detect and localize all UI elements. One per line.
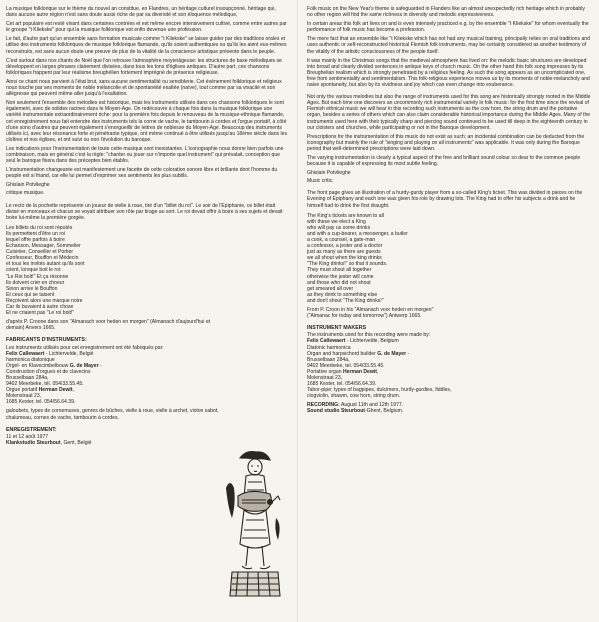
fr-credits-title: FABRICANTS D'INSTRUMENTS: bbox=[6, 337, 87, 344]
french-column bbox=[6, 6, 288, 446]
fr-maker3-details: , Molenstraat 23, 1685 Kester, tel. 054/56.64.39. bbox=[6, 387, 76, 406]
fr-recording-studio: Klankstudio Steurbout bbox=[6, 439, 61, 446]
en-instrument-list: Tabor-pipe; types of bagpipes, dulcimers, hurdy-gurdies, fiddles, clogviolin, shawm, cow horn, string drum. bbox=[307, 387, 452, 400]
en-credits-intro: The instruments used for this recording were made by: bbox=[307, 332, 431, 339]
page-fold bbox=[297, 0, 298, 622]
hurdy-gurdy-player-icon bbox=[226, 448, 284, 598]
en-paragraph-2: In certain areas this folk art lives on and is even intensely practiced e.g. by the ensemble "t Kliekske" for whom eventually the performance of folk music has become a profession. bbox=[307, 21, 589, 34]
fr-maker1-name: Felix Callewaert bbox=[6, 350, 45, 357]
en-cover-description: The front page gives an illustration of a hurdy-gurdy player from a so-called King's ticket. This was divided in pieces on the Evening of Epiphany and each one was given his role by drawing lots. The King had to offer his subjects a drink and he himself had to drink the first draught. bbox=[307, 190, 583, 209]
en-maker2-name: G. de Mayer bbox=[377, 350, 407, 357]
en-paragraph-6: Prescriptions for the instrumentation of this music do not exist as such; an incidental combination can be deducted from the iconography but mainly the rule of "singing and playing on all instruments" was applicable. It was only during the Baroque period that well-determined prescriptions were laid down. bbox=[307, 133, 585, 152]
fr-instrument-list: galoubets, types de cornemuses, genres de bûches, vielle à roue, vielle à archet, violon sabot, chalumeau, cornes de vache, tambourin à cordes. bbox=[6, 408, 219, 421]
fr-signature-title: critique musique. bbox=[6, 190, 45, 197]
en-maker1-details: - Lichtervelde, Belgium Diatonic harmonica bbox=[307, 338, 399, 351]
en-paragraph-3: The mere fact that an ensemble like "t Kliekske which has not had any musical training, principally relies on oral traditions and uses authentic or self-reconstructed historical Flemish folk instruments, may be certainly considered as another testimony of the vitality of the artistic consciousness of the people itself. bbox=[307, 36, 590, 55]
fr-recording-date: 11 et 12 août 1977 bbox=[6, 433, 49, 440]
en-signature-name: Ghislain Potvlieghe bbox=[307, 170, 351, 177]
fr-maker1-details: - Lichtervelde, Belgié harmonica diatonique bbox=[6, 350, 94, 363]
fr-paragraph-8: L'instrumentation changeante est manifestement une facette de cette coloration sonore libre et brillante dont l'homme du peuple est si friand, car elle lui permet d'exprimer ses sentiments les plus subtils. bbox=[6, 167, 278, 180]
fr-credits-intro: Les instruments utilisés pour cet enregistrement ont été fabriqués par: bbox=[6, 344, 164, 351]
fr-credits bbox=[6, 337, 221, 446]
fr-cover-description: Le recto de la pochette représente un joueur de vielle à roue, tiré d'un "billet du roi". Le soir de l'Epiphanie, ce billet était divisé en morceaux et chacun se voyait attribuer son rôle par tirage au sort. Le roi devait offrir à boire à ses sujets et devait boire lui-même la première gorgée. bbox=[6, 202, 283, 221]
fr-maker3-name: Herman Dewit bbox=[38, 387, 73, 394]
fr-paragraph-7: Les indications pour l'instrumentation de toute cette musique sont inexistantes. L'iconographie nous donne bien parfois une combinaison, mais en général c'est la règle: "chanter ou jouer sur n'importe quel instrument" qui prévalait, conception que seul le baroque fixera dans des préceptes bien établis. bbox=[6, 145, 284, 165]
fr-paragraph-3: Le fait, d'autre part qu'un ensemble sans formation musicale comme "t Kliekske" se laisse guider par des traditions orales et utilise des instruments folkloriques de musique folklorique flamande, qu'ils soient authentiques ou qu'ils les aient eux-mêmes reconstruits, est sans aucun doute une preuve de plus de la vitalité de la conscience artistique présente dans le peuple. bbox=[6, 36, 287, 55]
fr-maker2-name: G. de Mayer bbox=[69, 362, 99, 369]
en-maker1-name: Felix Callewaert bbox=[307, 338, 346, 345]
en-paragraph-4: It was mainly in the Christmas songs that the medieval atmosphere has lived on: the melodic basic structures are developed into broad and clearly divided sentences in antique keys of church music. On the other hand this folk song impresses by its Breughelian realism which is strongly penetrated by a religious feeling. As such the song appears as an uncomplicated one, free from sentimentality and sentimentalism. This folk-religious experience moves us by its moments of noble-melancholy and naive spontaneity, but also by its vividness and joy which can even change into exuberance. bbox=[307, 57, 590, 89]
fr-poem: Les billets du roi sont réputés Ils permettent d'être un roi lequel offre parfois à boire Echanson, Messager, Sommelier Cuisinier, Conseiller et Portier Confesseur, Bouffon et Médecin et tous les invités autant qu'ils sont crient, lorsque boit le roi: "Le Roi boit!" Et ça résonne Ils doivent crier en choeur Sinon arrive le Bouffon Et ceux qui se taisent Reçoivent alors une marque noire Car ils buvaient à autre chose Et ne criaient pas "Le roi boit!" bbox=[6, 224, 85, 317]
en-maker3-prefix: Portative organ bbox=[307, 368, 343, 375]
en-poem: The King's tickets are known to all with these we elect a King who will pay us some drinks and with a cup-bearer, a messenger, a butler a cook, a counsel, a gate-man a confessor, a jester and a doctor just as many as there are guests we all shout when the king drinks "The King drinks!" so that it sounds. They must shout all together otherwise the jester will come and those who did not shout get smeared all over as they drink to something else and don't shout "The King drinks!" bbox=[307, 212, 408, 304]
en-maker3-details: , Molenstraat 23, 1685 Kester, tel. 054/56.64.39. bbox=[307, 368, 379, 388]
en-paragraph-7: The varying instrumentation is clearly a typical aspect of the free and brilliant sound colour so dear to the common people because it is capable of expressing its most subtle feeling. bbox=[307, 154, 581, 168]
fr-maker2-details: - Construction d'orgues et de clavecins Brusselbaan 284a, 9402 Meerbeke, tél. 054/33.55.45. bbox=[6, 362, 102, 388]
en-paragraph-5: Not only the various melodies but also the range of instruments used for this song are historically strongly rooted in the Middle Ages. But each time one discovers an uncommonly rich instrumental variety in folk music: for the first time since the revival of Flemish ethnical music we will hear in this recording such instruments as the cow horn, the string drum and the portative organ, besides a series of others which can also claim considerable historical importance during the Middle Ages. Many of the instruments used here with their typically sharp and piercing sound continued to be used till deep in the eighteenth century in our cloisters and churches, while participating or not in the Baroque development. bbox=[307, 94, 591, 131]
en-poem-source: From P. Croon in his "Almanach voor heden en morgen" ("Almanac for today and tomorrow") Antwerp 1665. bbox=[307, 307, 434, 320]
en-credits-title: INSTRUMENT MAKERS bbox=[307, 325, 367, 332]
en-paragraph-1: Folk music on the New Year's theme is safeguarded in Flanders like an almost unexpectedly rich heritage which in probably no other region will find the same richness in diversity and melodic expressiveness. bbox=[307, 6, 585, 19]
fr-paragraph-1: La musique folklorique sur le thème du nouvel an constitue, en Flandres, un héritage culturel insoupçonné, héritage qui, dans aucune autre région n'est sans doute aussi riche de par sa diversité et son éloquence mélodique. bbox=[6, 6, 276, 19]
woodcut-illustration bbox=[226, 448, 284, 598]
en-recording-label: RECORDING: bbox=[307, 402, 340, 409]
fr-recording-place: , Gent, Belgié bbox=[60, 439, 92, 446]
fr-paragraph-4: C'est surtout dans nos chants de Noël que l'on retrouve l'atmosphère moyenâgeuse: les structures de base mélodiques se développent en larges phrases clairement divisées, dans tous les tons d'églises antiques. D'autre part, ces chansons folkloriques frappent par leur réalisme breughélien fortement imprégné de présence religieuse. bbox=[6, 57, 282, 76]
english-column bbox=[307, 6, 591, 415]
fr-signature-name: Ghislain Potvlieghe bbox=[6, 182, 50, 189]
en-signature-title: Music critic. bbox=[307, 178, 334, 185]
en-maker2-details: - Brusselbaan 284a, 9402 Meerbeke, tel. 054/33.55.45. bbox=[307, 350, 410, 369]
en-recording-date: August 11th and 12th 1977. bbox=[339, 402, 404, 409]
en-recording-studio: Sound studio Steurbout bbox=[307, 408, 366, 415]
fr-paragraph-2: Cet art populaire est resté vivant dans certaines contrées et est même encore intensivement cultivé, comme entre autres par le groupe "t Kliekske" pour qui la musique folklorique est enfin devenue une profession. bbox=[6, 21, 287, 34]
fr-paragraph-6: Non seulement l'ensemble des mélodies est historique, mais les instruments utilisés dans ces chansons folkloriques le sont également, avec de solides racines dans le Moyen-Age. On redécouvre à chaque fois dans la musique folklorique une variété instrumentale extraordinairement riche: pour la première fois depuis le renouveau de la musique-ethnique flamande, cet enregistrement nous fait entendre des instruments tels la corne de vache, le tambourin à cordes et l'orgue portatif, à côté d'une sono d'autres qui peuvent également s'enorgueillir de lettres de noblesse du Moyen-Age. Beaucoup des instruments utilisés ici, avec leur résonance forte et pénétrante typique, ont même continué à être utilisés jusqu'au 18ème siècle dans les cloîtres et nos églises, et ont suivi ou non l'évolution du baroque. bbox=[6, 100, 288, 143]
en-maker2-prefix: Organ and harpsichord builder bbox=[307, 350, 378, 357]
fr-maker2-prefix: Orgel- en Klavecimbelbouw bbox=[6, 362, 70, 369]
fr-recording-title: ENREGISTREMENT: bbox=[6, 426, 57, 433]
fr-paragraph-5: Ainsi ce chant nous parvient à l'état brut, sans aucune sentimentalité ou sensiblerie. Cet événement folklorique et religieux nous touche par ses moments de noble mélancolie et de spontanéité exaltée (naïve), tout comme par sa vivacité et son allégresse qui peuvent même aller jusqu'à l'exaltation. bbox=[6, 78, 282, 98]
en-maker3-name: Herman Dewit bbox=[342, 368, 377, 375]
fr-poem-source: d'après P. Croone dans son "Almanach voor heden en morgen" (Almanach d'aujourd'hui et demain) Anvers 1665. bbox=[6, 319, 211, 332]
fr-maker3-prefix: Orgue portatif bbox=[6, 387, 39, 394]
en-recording-place: -Ghent, Belgium. bbox=[365, 408, 404, 415]
